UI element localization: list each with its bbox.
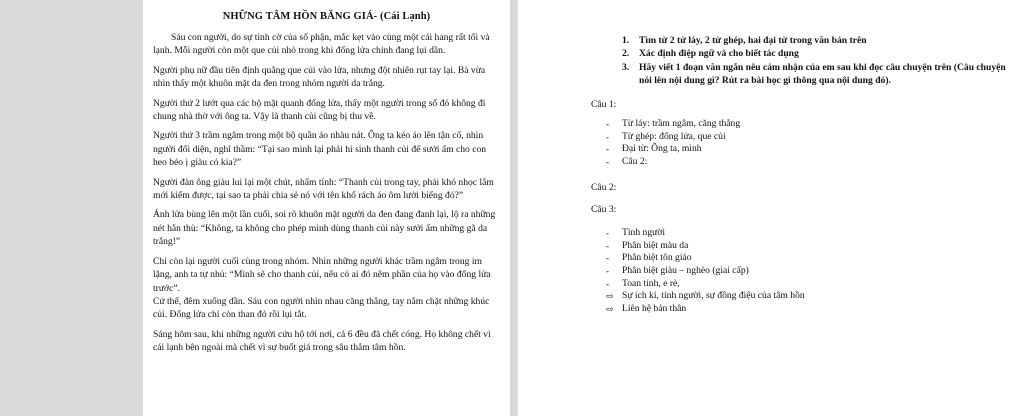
answer-heading-cau-2: Câu 2: [591, 182, 617, 194]
question-item: 1. Tìm từ 2 từ láy, 2 từ ghép, hai đại từ trong văn bản trên [622, 35, 867, 46]
answer-item: - Câu 2: [606, 155, 648, 167]
answer-item: - Phân biệt giàu – nghèo (giai cấp) [606, 265, 749, 276]
dash-bullet-icon: - [606, 156, 609, 167]
answer-item: - Phân biệt tôn giáo [606, 252, 692, 264]
story-paragraph: Người đàn ông giàu lui lại một chút, nhẩm tính: “Thanh củi trong tay, phải khó nhọc lắm mới kiếm được, tại sao ta phải chia sẻ nó với tên khố rách áo ôm lười biếng đó?” [153, 176, 494, 202]
arrow-bullet-icon: ⇨ [606, 303, 614, 314]
answer-item: - Phân biệt màu da [606, 239, 689, 251]
answer-heading-cau-1: Câu 1: [591, 98, 617, 110]
story-paragraph: Cứ thế, đêm xuống dần. Sáu con người nhìn nhau căng thẳng, tay nắm chặt những khúc củi. Đống lửa chỉ còn than đỏ rồi lụi tắt. [153, 295, 490, 321]
answer-item: - Từ ghép: đống lửa, que củi [606, 130, 726, 142]
answer-item: - Toan tính, e rè, [606, 277, 680, 289]
answer-item: - Tình người [606, 227, 666, 239]
story-paragraph: Sáu con người, do sự tình cờ của số phận, mắc kẹt vào cùng một cái hang rất tối và lạnh. Mỗi người còn một que củi nhỏ trong khi đống lửa chính đang lụi dần. [153, 32, 490, 57]
answer-item: - Từ láy: trầm ngâm, căng thẳng [606, 118, 741, 130]
dash-bullet-icon: - [606, 253, 609, 264]
answer-heading-cau-3: Câu 3: [591, 203, 617, 215]
story-paragraph: Sáng hôm sau, khi những người cứu hộ tới nơi, cả 6 đều đã chết cóng. Họ không chết vì cái lạnh bên ngoài mà chết vì sự buốt giá trong sâu thẳm tâm hồn. [153, 328, 491, 354]
dash-bullet-icon: - [606, 131, 609, 142]
answer-item: ⇨ Sự ích kỉ, tính người, sự đồng điệu của tâm hồn [606, 290, 805, 302]
left-document-page [143, 0, 510, 416]
question-list [532, 34, 1010, 88]
dash-bullet-icon: - [606, 278, 609, 289]
dash-bullet-icon: - [606, 240, 609, 251]
answer-list-cau-1 [532, 118, 1010, 168]
question-item: 3. Hãy viết 1 đoạn văn ngắn nêu cảm nhận của em sau khi đọc câu chuyện trên (Câu chuyện nói lên nội dung gì? Rút ra bài học gì thông qua nội dung đó). [622, 61, 1006, 87]
dash-bullet-icon: - [606, 144, 609, 155]
story-paragraph: Người thứ 3 trầm ngâm trong một bộ quần áo nhàu nát. Ông ta kéo áo lên tận cổ, nhìn người đối diện, nghĩ thầm: “Tại sao mình lại phải hi sinh thanh củi để sưởi ấm cho con heo béo ị giàu có kia?” [153, 130, 487, 169]
story-paragraph: Ánh lửa bùng lên một lần cuối, soi rõ khuôn mặt người da đen đang đanh lại, lộ ra những nét hằn thù: “Không, ta không cho phép mình dùng thanh củi này sưởi ấm những gã da trắng!” [153, 209, 496, 248]
story-paragraph: Người phụ nữ đầu tiên định quẳng que củi vào lửa, nhưng đột nhiên rụt tay lại. Bà vừa nhìn thấy một khuôn mặt da đen trong nhóm người da trắng. [153, 64, 486, 90]
question-item: 2. Xác định điệp ngữ và cho biết tác dụng [622, 48, 799, 60]
dash-bullet-icon: - [606, 266, 609, 276]
answer-item: ⇨ Liên hệ bản thân [606, 302, 687, 314]
dash-bullet-icon: - [606, 228, 609, 239]
answer-item: - Đại từ: Ông ta, mình [606, 143, 702, 155]
dash-bullet-icon: - [606, 119, 609, 130]
story-paragraph: Người thứ 2 lướt qua các bộ mặt quanh đống lửa, thấy một người trong số đó không đi chung nhà thờ với ông ta. Vậy là thanh củi cũng bị thu về. [153, 97, 486, 123]
arrow-bullet-icon: ⇨ [606, 291, 614, 302]
story-title: NHỮNG TÂM HỒN BĂNG GIÁ- (Cái Lạnh) [222, 11, 431, 22]
right-document-page [518, 0, 1024, 416]
answer-list-cau-3 [532, 227, 1010, 315]
story-paragraph: Chỉ còn lại người cuối cùng trong nhóm. Nhìn những người khác trầm ngâm trong im lặng, anh ta tự nhủ: “Mình sẽ cho thanh củi, nếu có ai đó nêm phần của họ vào đống lửa trước”. [153, 255, 491, 294]
